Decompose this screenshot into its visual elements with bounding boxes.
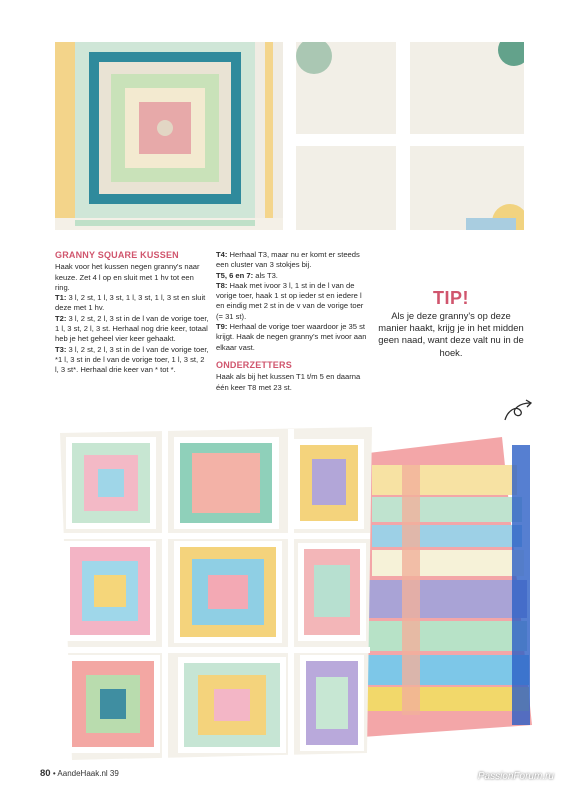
row-text: Haak met ivoor 3 l, 1 st in de l van de vorige toer, haak 1 st op ieder st en iedere l en eindig met 2 st in de v van de vorige toer (= 31 st).: [216, 280, 364, 321]
intro-text: Haak voor het kussen negen granny's naar keuze. Zet 4 l op en sluit met 1 hv tot een ring.: [55, 262, 200, 292]
magazine-name: AandeHaak.nl 39: [57, 769, 119, 778]
row-label: T9:: [216, 322, 228, 332]
row-instruction: [55, 345, 210, 376]
row-text: 3 l, 2 st, 1 l, 3 st, 1 l, 3 st, 1 l, 3 st en sluit deze met 1 hv.: [55, 293, 206, 313]
row-instruction: [216, 271, 368, 281]
row-label: T8:: [216, 280, 228, 290]
tip-text: Als je deze granny's op deze manier haakt, krijg je in het midden geen naad, want deze valt nu in de hoek.: [378, 310, 524, 358]
row-instruction: [216, 281, 368, 322]
row-label: T3:: [55, 344, 67, 354]
row-text: als T3.: [255, 270, 278, 280]
page-number: 80: [40, 768, 51, 779]
tip-title: TIP!: [433, 288, 469, 308]
section-heading-coasters: ONDERZETTERS: [216, 359, 292, 370]
granny-square-closeup-photo: [55, 42, 283, 230]
watermark: PassionForum.ru: [477, 771, 554, 782]
row-instruction: [55, 314, 210, 345]
curly-arrow-icon: [502, 398, 534, 424]
row-text: 3 l, 2 st, 2 l, 3 st in de l van de vorige toer, 1 l, 3 st, 2 l, 3 st. Herhaal nog drie keer, totaal heb je het geheel vier keer gehaakt.: [55, 313, 209, 344]
coasters-text: Haak als bij het kussen T1 t/m 5 en daarna één keer T8 met 23 st.: [216, 372, 361, 392]
row-text: Herhaal de vorige toer waardoor je 35 st krijgt. Haak de negen granny's met ivoor aan elkaar vast.: [216, 322, 367, 352]
ivory-seam-closeup-photo: [296, 42, 524, 230]
tip-box: [376, 288, 526, 359]
row-instruction: [55, 293, 210, 314]
row-label: T1:: [55, 293, 67, 303]
row-text: 3 l, 2 st, 2 l, 3 st in de l van de vorige toer, *1 l, 3 st in de l van de vorige toer, 1 l, 3 st, 2 l, 3 st*. Herhaal drie keer van * tot *.: [55, 344, 209, 375]
row-instruction: [216, 322, 368, 353]
pattern-column-2: [216, 250, 368, 393]
row-text: Herhaal T3, maar nu er komt er steeds een cluster van 3 stokjes bij.: [216, 250, 360, 270]
cushions-photo: [42, 425, 542, 765]
row-label: T4:: [216, 250, 228, 259]
footer-bullet: •: [52, 769, 56, 778]
page-footer: [40, 768, 119, 779]
row-instruction: [216, 250, 368, 271]
row-label: T5, 6 en 7:: [216, 270, 254, 280]
row-label: T2:: [55, 313, 67, 323]
section-heading-granny: GRANNY SQUARE KUSSEN: [55, 250, 179, 260]
pattern-column-1: [55, 250, 210, 376]
